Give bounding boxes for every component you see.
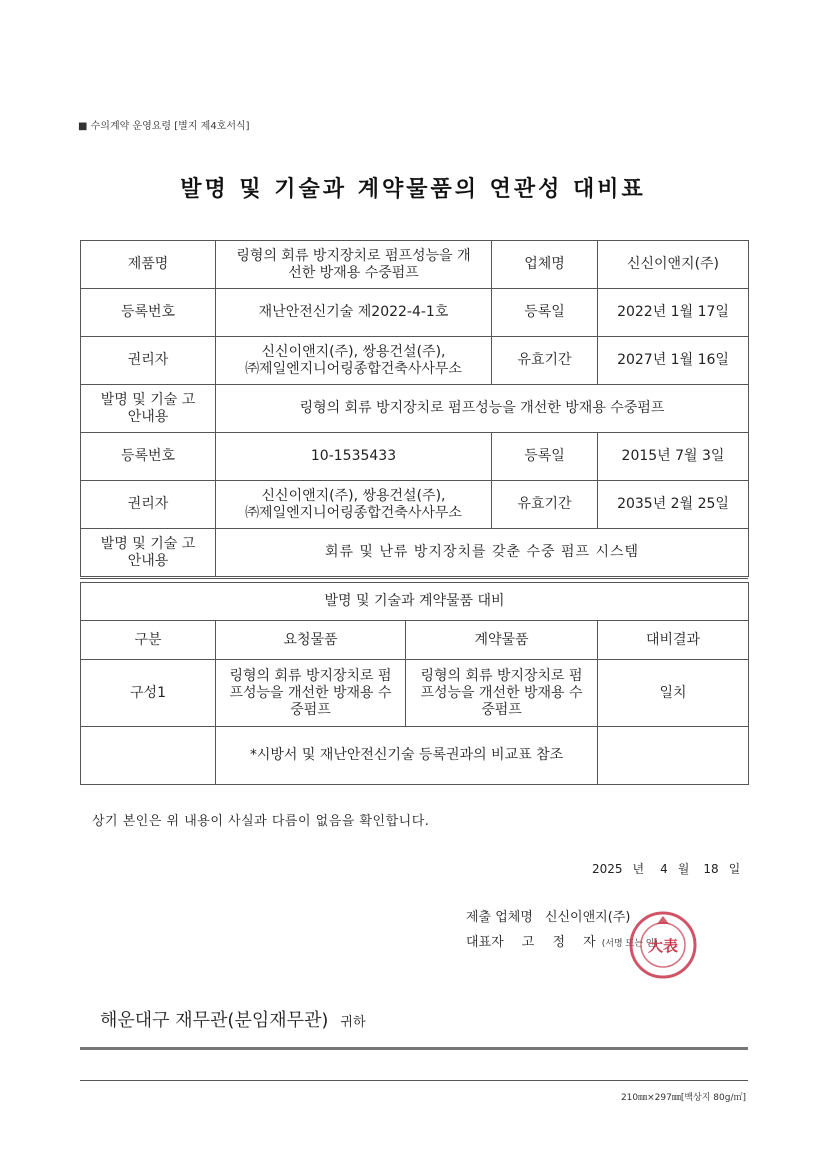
table-row	[81, 337, 749, 385]
patent-reg-no-label: 등록번호	[81, 433, 216, 481]
addressee-name: 해운대구 재무관(분임재무관)	[100, 1010, 329, 1031]
form-reference-note: ■ 수의계약 운영요령 [별지 제4호서식]	[78, 121, 250, 132]
representative-label: 대표자 고 정 자	[466, 935, 596, 950]
comparison-title: 발명 및 기술과 계약물품 대비	[81, 583, 749, 621]
tech-reg-date-value: 2022년 1월 17일	[598, 289, 749, 337]
tech-reg-no-label: 등록번호	[81, 289, 216, 337]
tech-content-value: 링형의 회류 방지장치로 펌프성능을 개선한 방재용 수중펌프	[216, 385, 749, 433]
table-row	[81, 433, 749, 481]
patent-reg-date-label: 등록일	[492, 433, 598, 481]
row-contracted: 링형의 회류 방지장치로 펌프성능을 개선한 방재용 수중펌프	[406, 660, 598, 727]
table-row	[81, 727, 749, 785]
patent-valid-label: 유효기간	[492, 481, 598, 529]
table-row	[81, 481, 749, 529]
addressee-honorific: 귀하	[340, 1015, 366, 1030]
company-label: 업체명	[492, 241, 598, 289]
tech-holder-label: 권리자	[81, 337, 216, 385]
table-row	[81, 529, 749, 577]
paper-spec: 210㎜×297㎜[백상지 80g/㎡]	[620, 1093, 746, 1103]
tech-valid-value: 2027년 1월 16일	[598, 337, 749, 385]
tech-valid-label: 유효기간	[492, 337, 598, 385]
table-row	[81, 621, 749, 660]
row-result: 일치	[598, 660, 749, 727]
patent-content-label: 발명 및 기술 고안내용	[81, 529, 216, 577]
patent-holder-label: 권리자	[81, 481, 216, 529]
tech-reg-no-value: 재난안전신기술 제2022-4-1호	[216, 289, 492, 337]
company-value: 신신이앤지(주)	[598, 241, 749, 289]
table-row	[81, 289, 749, 337]
header-category: 구분	[81, 621, 216, 660]
submitter-company-label: 제출 업체명	[466, 910, 533, 925]
addressee	[100, 1006, 366, 1032]
submitter-company	[466, 906, 630, 925]
note-empty-cell	[81, 727, 216, 785]
comparison-note: *시방서 및 재난안전신기술 등록권과의 비교표 참조	[216, 727, 598, 785]
holder-line: ㈜제일엔지니어링종합건축사사무소	[245, 504, 462, 521]
product-label: 제품명	[81, 241, 216, 289]
row-category: 구성1	[81, 660, 216, 727]
holder-line: ㈜제일엔지니어링종합건축사사무소	[245, 360, 462, 377]
signature-hint: (서명 또는 인)	[601, 939, 658, 949]
comparison-table	[80, 582, 749, 785]
tech-content-label: 발명 및 기술 고안내용	[81, 385, 216, 433]
info-table	[80, 240, 749, 577]
tech-holder-value	[216, 337, 492, 385]
page-title: 발명 및 기술과 계약물품의 연관성 대비표	[180, 177, 646, 202]
tech-reg-date-label: 등록일	[492, 289, 598, 337]
product-value: 링형의 회류 방지장치로 펌프성능을 개선한 방재용 수중펌프	[216, 241, 492, 289]
holder-line: 신신이앤지(주), 쌍용건설(주),	[261, 487, 446, 504]
table-row	[81, 385, 749, 433]
holder-line: 신신이앤지(주), 쌍용건설(주),	[261, 343, 446, 360]
patent-reg-date-value: 2015년 7월 3일	[598, 433, 749, 481]
table-row	[81, 660, 749, 727]
table-row	[81, 241, 749, 289]
date-day: 18	[703, 862, 719, 876]
submission-date	[592, 860, 750, 877]
company-seal-stamp	[628, 910, 698, 980]
note-empty-cell	[598, 727, 749, 785]
patent-content-value: 회류 및 난류 방지장치를 갖춘 수중 펌프 시스템	[216, 529, 749, 577]
stamp-text: 大表	[647, 937, 679, 955]
submitter-company-value: 신신이앤지(주)	[544, 910, 631, 925]
footer-thin-rule	[80, 1080, 748, 1081]
date-year-unit: 년	[632, 862, 645, 876]
header-contracted: 계약물품	[406, 621, 598, 660]
patent-holder-value	[216, 481, 492, 529]
footer-thick-rule	[80, 1047, 748, 1050]
date-day-unit: 일	[728, 862, 741, 876]
section-divider	[80, 578, 748, 579]
patent-valid-value: 2035년 2월 25일	[598, 481, 749, 529]
patent-reg-no-value: 10-1535433	[216, 433, 492, 481]
header-result: 대비결과	[598, 621, 749, 660]
header-requested: 요청물품	[216, 621, 406, 660]
table-row	[81, 583, 749, 621]
date-month-unit: 월	[677, 862, 690, 876]
date-month: 4	[660, 862, 668, 876]
row-requested: 링형의 회류 방지장치로 펌프성능을 개선한 방재용 수중펌프	[216, 660, 406, 727]
date-year: 2025	[592, 862, 623, 876]
confirmation-statement: 상기 본인은 위 내용이 사실과 다름이 없음을 확인합니다.	[92, 814, 430, 829]
